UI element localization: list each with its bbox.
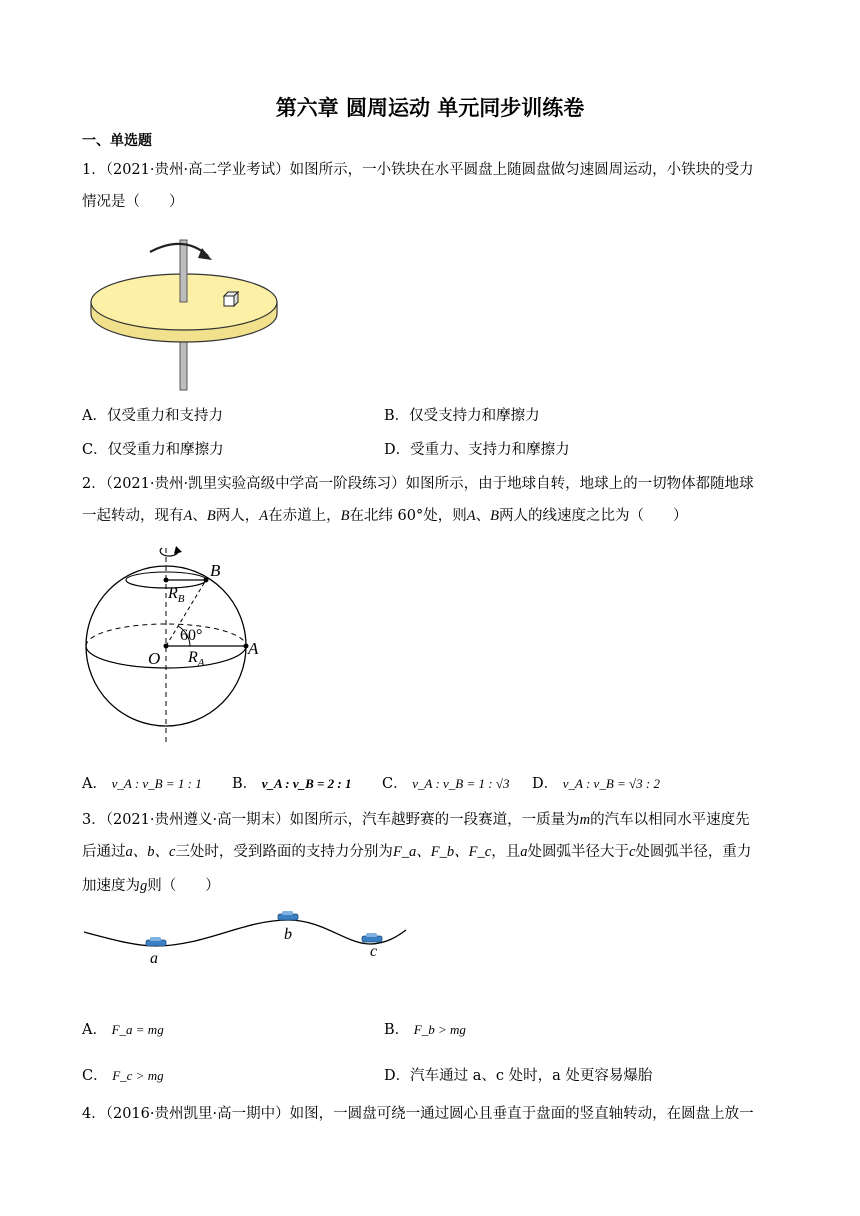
point-b: [204, 578, 209, 583]
label-b: B: [210, 561, 221, 580]
q3-stem-line3: 加速度为g则（ ）: [82, 878, 220, 894]
label-track-c: c: [370, 943, 378, 960]
label-angle: 60°: [180, 627, 203, 644]
q2-earth-figure: [84, 540, 274, 748]
q1-stem-line1: 1．（2021·贵州·高二学业考试）如图所示，一小铁块在水平圆盘上随圆盘做匀速圆周运动，小铁块的受力: [82, 162, 754, 178]
q4-stem-line1: 4．（2016·贵州凯里·高一期中）如图，一圆盘可绕一通过圆心且垂直于盘面的竖直轴转动，在圆盘上放一: [82, 1106, 754, 1122]
q2-option-c[interactable]: C． v_A : v_B = 1 : √3: [382, 776, 510, 792]
q3-stem-line1: 3．（2021·贵州遵义·高一期末）如图所示，汽车越野赛的一段赛道，一质量为m的汽车以相同水平速度先: [82, 812, 750, 828]
q3-stem-line2: 后通过a、b、c三处时，受到路面的支持力分别为F_a、F_b、F_c，且a处圆弧半径大于c处圆弧半径，重力: [82, 844, 752, 860]
q3-option-d[interactable]: D．汽车通过 a、c 处时，a 处更容易爆胎: [384, 1068, 653, 1084]
iron-block: [224, 292, 238, 306]
q1-option-a[interactable]: A．仅受重力和支持力: [82, 408, 223, 424]
q3-option-c[interactable]: C． F_c > mg: [82, 1068, 164, 1084]
point-b-center: [164, 578, 169, 583]
label-track-b: b: [284, 926, 292, 943]
q2-option-d[interactable]: D． v_A : v_B = √3 : 2: [532, 776, 661, 792]
car-b: [278, 911, 298, 920]
rotation-arrow: [150, 244, 208, 256]
label-track-a: a: [150, 950, 158, 967]
label-a: A: [248, 639, 259, 658]
car-c: [362, 933, 382, 942]
q2-option-a[interactable]: A． v_A : v_B = 1 : 1: [82, 776, 202, 792]
race-track: [84, 920, 406, 946]
section-heading: 一、单选题: [82, 133, 152, 149]
q3-option-a[interactable]: A． F_a = mg: [82, 1022, 164, 1038]
earth-rotation-arrowhead-icon: [174, 546, 182, 554]
q2-stem-line2: 一起转动，现有A、B两人，A在赤道上，B在北纬 60°处，则A、B两人的线速度之比为（ ）: [82, 508, 688, 524]
q1-option-b[interactable]: B．仅受支持力和摩擦力: [384, 408, 540, 424]
q1-stem-line2: 情况是（ ）: [82, 194, 184, 210]
q2-option-b[interactable]: B． v_A : v_B = 2 : 1: [232, 776, 352, 792]
point-o: [164, 644, 169, 649]
page-title: 第六章 圆周运动 单元同步训练卷: [275, 96, 585, 120]
q1-rotating-disk-figure: [84, 236, 284, 392]
label-rb: $R_B$: [168, 585, 185, 605]
car-a: [146, 937, 166, 946]
q1-option-c[interactable]: C．仅受重力和摩擦力: [82, 442, 224, 458]
q1-option-d[interactable]: D．受重力、支持力和摩擦力: [384, 442, 570, 458]
label-o: O: [148, 649, 161, 668]
label-ra: $R_A$: [188, 649, 205, 669]
q2-stem-line1: 2．（2021·贵州·凯里实验高级中学高一阶段练习）如图所示，由于地球自转，地球上的一切物体都随地球: [82, 476, 754, 492]
q3-track-figure: [84, 906, 410, 970]
q3-option-b[interactable]: B． F_b > mg: [384, 1022, 466, 1038]
axle-upper: [180, 240, 187, 302]
axle-lower: [180, 336, 187, 390]
